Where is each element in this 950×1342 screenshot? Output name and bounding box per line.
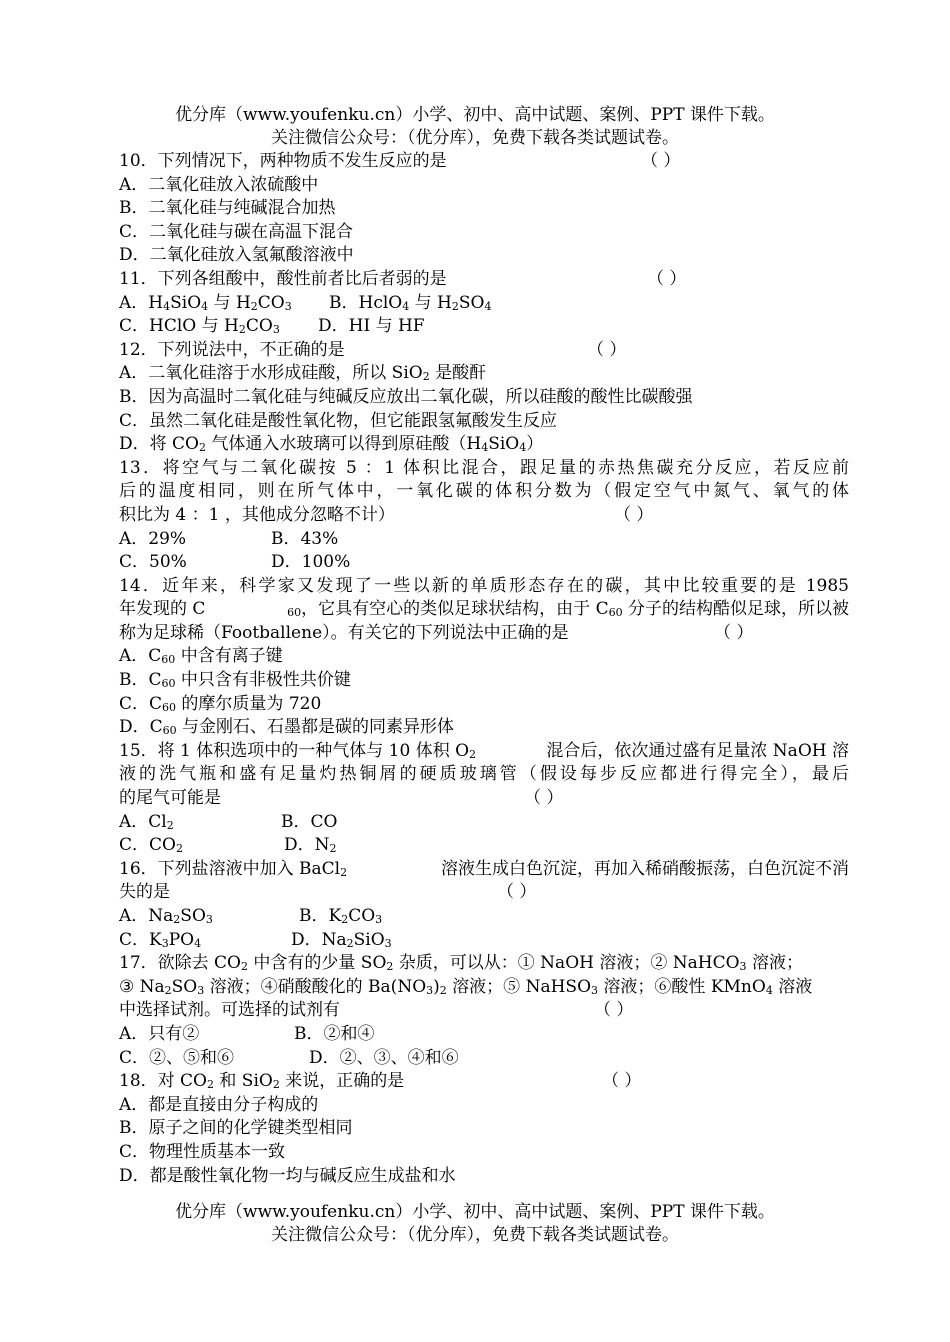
q17-stem-line-1: 17．欲除去 $CO_2$ 中含有的少量 $SO_2$ 杂质，可以从：① NaOH 溶液；② NaHCO$_3$ 溶液； (119, 953, 803, 974)
q14-option-d: D．$C_{60}$ 与金刚石、石墨都是碳的同素异形体 (119, 717, 455, 738)
answer-bracket: （ ） (641, 151, 681, 171)
q16-options-ab (119, 905, 849, 929)
q15-stem-line-2: 液的洗气瓶和盛有足量灼热铜屑的硬质玻璃管（假设每步反应都进行得完全），最后 (119, 764, 849, 785)
q15-option-d: D．$N_2$ (284, 835, 337, 856)
q11-option-b: B．HclO$_4$ 与 $H_2SO_4$ (329, 292, 492, 313)
answer-bracket: （ ） (614, 504, 654, 525)
q17-option-c: C．②、⑤和⑥ (119, 1047, 235, 1068)
q16-stem-line-2: 失的是 （ ） (119, 881, 849, 905)
header-line-1: 优分库（www.youfenku.cn）小学、初中、高中试题、案例、PPT 课件下载。 (175, 105, 775, 125)
q14-option-b: B．$C_{60}$ 中只含有非极性共价键 (119, 670, 351, 691)
q16-options-cd (119, 929, 849, 953)
answer-bracket: （ ） (594, 1000, 634, 1021)
q17-option-d: D．②、③、④和⑥ (309, 1047, 459, 1068)
q13-option-c: C．50% (119, 552, 187, 573)
q14-stem-line-1: 14．近年来，科学家又发现了一些以新的单质形态存在的碳，其中比较重要的是 1985 (119, 575, 849, 596)
answer-bracket: （ ） (647, 268, 687, 289)
answer-bracket: （ ） (524, 788, 564, 809)
q11-option-a: A．$H_4SiO_4$ 与 $H_2CO_3$ (119, 292, 292, 313)
q17-option-a: A．只有② (119, 1023, 200, 1044)
q13-option-a: A．29% (119, 528, 187, 549)
q18-stem: 18．对 $CO_2$ 和 SiO$_2$ 来说，正确的是 （ ） (119, 1070, 849, 1094)
q15-option-a: A．$Cl_2$ (119, 811, 174, 832)
q13-option-b: B．43% (271, 528, 339, 549)
q13-stem-line-3: 积比为 4 ：1 ，其他成分忽略不计） （ ） (119, 504, 849, 528)
q11-stem: 11．下列各组酸中，酸性前者比后者弱的是 （ ） (119, 268, 849, 292)
q13-stem-line-2: 后的温度相同，则在所气体中，一氧化碳的体积分数为（假定空气中氮气、氧气的体 (119, 481, 849, 502)
page-footer (0, 1201, 950, 1247)
q12-option-a: A．二氧化硅溶于水形成硅酸，所以 SiO$_2$ 是酸酐 (119, 363, 487, 384)
q18-option-d: D．都是酸性氧化物一均与碱反应生成盐和水 (119, 1165, 456, 1186)
q10-stem: 10．下列情况下，两种物质不发生反应的是 （ ） (119, 150, 849, 174)
q11-options-cd (119, 315, 849, 339)
page-header (0, 104, 950, 150)
q13-option-d: D．100% (271, 552, 351, 573)
q15-options-cd (119, 834, 849, 858)
q10-option-b: B．二氧化硅与纯碱混合加热 (119, 198, 336, 219)
q17-stem-line-3: 中选择试剂。可选择的试剂有 （ ） (119, 999, 849, 1023)
q18-option-b: B．原子之间的化学键类型相同 (119, 1118, 353, 1139)
q13-options-ab (119, 528, 849, 552)
answer-bracket: （ ） (714, 622, 754, 643)
answer-bracket: （ ） (587, 339, 627, 360)
q16-option-d: D．$Na_2SiO_3$ (291, 929, 392, 950)
q10-option-a: A．二氧化硅放入浓硫酸中 (119, 174, 319, 195)
q13-stem-line-1: 13．将空气与二氧化碳按 5 ：1 体积比混合，跟足量的赤热焦碳充分反应，若反应前 (119, 457, 849, 478)
q16-option-a: A．$Na_2SO_3$ (119, 906, 213, 926)
q11-option-c: C．HClO 与 $H_2CO_3$ (119, 316, 280, 337)
q12-option-c: C．虽然二氧化硅是酸性氧化物，但它能跟氢氟酸发生反应 (119, 410, 558, 431)
q18-option-c: C．物理性质基本一致 (119, 1141, 286, 1162)
q11-option-d: D．HI 与 HF (318, 316, 425, 337)
q15-stem-line-1: 15．将 1 体积选项中的一种气体与 10 体积 $O_2$ 混合后，依次通过盛有足量浓 NaOH 溶 (119, 740, 849, 761)
q17-stem-line-2: ③ $Na_2SO_3$ 溶液；④硝酸酸化的 $Ba(NO_3)_2$ 溶液；⑤ NaHSO$_3$ 溶液；⑥酸性 KMnO$_4$ 溶液 (119, 976, 813, 997)
q14-stem-line-3: 称为足球稀（Footballene）。有关它的下列说法中正确的是 （ ） (119, 622, 849, 646)
q18-option-a: A．都是直接由分子构成的 (119, 1094, 319, 1115)
q15-option-c: C．$CO_2$ (119, 835, 183, 856)
q15-options-ab (119, 811, 849, 835)
q12-option-d: D．将 $CO_2$ 气体通入水玻璃可以得到原硅酸$(H_4SiO_4)$ (119, 434, 544, 455)
footer-line-2: 关注微信公众号：（优分库），免费下载各类试题试卷。 (271, 1225, 679, 1245)
q12-stem: 12．下列说法中，不正确的是 （ ） (119, 339, 849, 363)
footer-line-1: 优分库（www.youfenku.cn）小学、初中、高中试题、案例、PPT 课件下载。 (175, 1202, 775, 1222)
answer-bracket: （ ） (602, 1071, 642, 1092)
q16-stem-line-1: 16．下列盐溶液中加入 BaCl$_2$ 溶液生成白色沉淀，再加入稀硝酸振荡，白色沉淀不消 (119, 858, 849, 879)
answer-bracket: （ ） (497, 882, 537, 903)
q14-option-c: C．$C_{60}$ 的摩尔质量为 720 (119, 693, 322, 714)
q15-option-b: B．CO (281, 811, 338, 832)
q17-option-b: B．②和④ (294, 1023, 375, 1044)
header-line-2: 关注微信公众号：（优分库），免费下载各类试题试卷。 (271, 128, 679, 148)
question-list (119, 150, 849, 1188)
q10-option-d: D．二氧化硅放入氢氟酸溶液中 (119, 245, 354, 266)
q14-option-a: A．$C_{60}$ 中含有离子键 (119, 646, 283, 667)
q14-stem-line-2: 年发现的 C $_{60}$，它具有空心的类似足球状结构，由于 $C_{60}$ 分子的结构酷似足球，所以被 (119, 599, 849, 620)
q12-option-b: B．因为高温时二氧化硅与纯碱反应放出二氧化碳，所以硅酸的酸性比碳酸强 (119, 386, 693, 407)
q17-options-cd (119, 1047, 849, 1071)
q13-options-cd (119, 551, 849, 575)
q10-option-c: C．二氧化硅与碳在高温下混合 (119, 221, 354, 242)
q11-options-ab (119, 292, 849, 316)
q16-option-b: B．$K_2CO_3$ (299, 906, 383, 926)
q17-options-ab (119, 1023, 849, 1047)
q16-option-c: C．$K_3PO_4$ (119, 929, 202, 950)
q15-stem-line-3: 的尾气可能是 （ ） (119, 787, 849, 811)
